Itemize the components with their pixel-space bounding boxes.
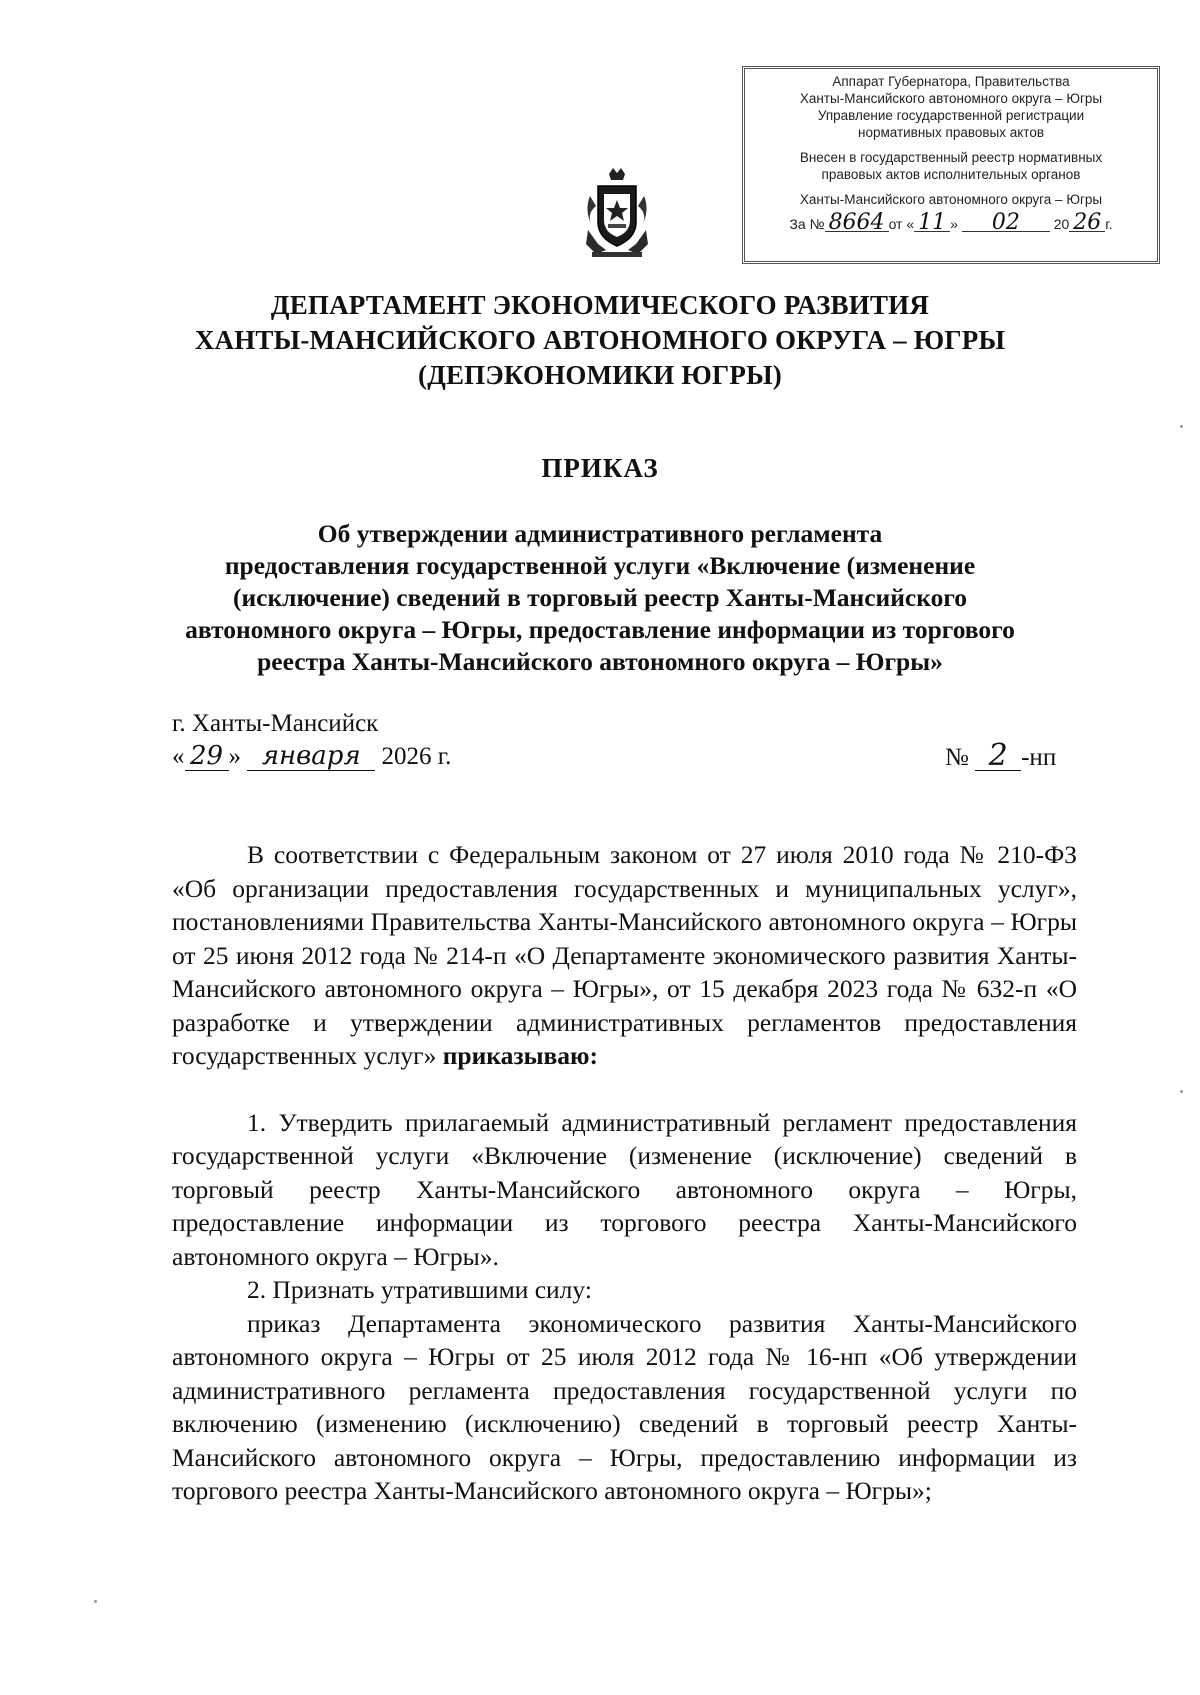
scan-speck: [94, 1600, 97, 1603]
stamp-line-2: Ханты-Мансийского автономного округа – Югры: [799, 91, 1103, 106]
stamp-line-1: Аппарат Губернатора, Правительства: [832, 74, 1070, 89]
department-title-line-3: (ДЕПЭКОНОМИКИ ЮГРЫ): [418, 360, 782, 390]
stamp-reg-day: 11: [914, 214, 950, 232]
stamp-line-7: Ханты-Мансийского автономного округа – Югры: [799, 192, 1103, 207]
item-2-sub-1-paragraph: приказ Департамента экономического развития Ханты-Мансийского автономного округа – Югры от 25 июля 2012 года № 16-нп «Об утверждении административного регламента предоставления государственной услуги по включению (изменению (исключению) сведений в торговый реестр Ханты-Мансийского автономного округа – Югры, предоставлению информации из торгового реестра Ханты-Мансийского автономного округа – Югры»;: [172, 1308, 1077, 1505]
date-year: 2026 г.: [381, 743, 452, 770]
stamp-line-3: Управление государственной регистрации: [817, 108, 1085, 123]
date-day: 29: [185, 742, 229, 771]
city-name: г. Ханты-Мансийск: [172, 710, 379, 737]
order-heading: ПРИКАЗ: [541, 453, 659, 483]
order-body: [172, 838, 1077, 1508]
stamp-reg-quote-close: »: [950, 216, 958, 232]
date-close-quote: »: [228, 743, 241, 770]
stamp-reg-prefix: За №: [789, 216, 825, 232]
stamp-reg-year: 26: [1069, 214, 1105, 232]
stamp-line-5: Внесен в государственный реестр нормативных: [799, 150, 1103, 165]
subject-line-2: предоставления государственной услуги «Включение (изменение: [224, 551, 976, 580]
department-title: [150, 288, 1050, 393]
number-suffix: -нп: [1021, 744, 1057, 771]
number-label: №: [945, 744, 969, 771]
order-number: [945, 738, 1057, 773]
preamble-text: В соответствии с Федеральным законом от 27 июля 2010 года № 210-ФЗ «Об организации предоставления государственных и муниципальных услуг», постановлениями Правительства Ханты-Мансийского автономного округа – Югры от 25 июня 2012 года № 214-п «О Департаменте экономического развития Ханты-Мансийского автономного округа – Югры», от 15 декабря 2023 года № 632-п «О разработке и утверждении административных регламентов предоставления государственных услуг»: [172, 840, 1077, 1070]
stamp-reg-from: от «: [888, 216, 915, 232]
subject-line-1: Об утверждении административного регламента: [317, 519, 883, 548]
coat-of-arms-icon: [582, 166, 652, 260]
scan-speck: [1180, 1090, 1183, 1093]
preamble-keyword: приказываю:: [442, 1041, 599, 1070]
date-open-quote: «: [172, 743, 185, 770]
stamp-reg-number: 8664: [825, 214, 889, 232]
order-date: [172, 742, 451, 771]
stamp-line-6: правовых актов исполнительных органов: [821, 167, 1081, 182]
stamp-registration-line: [749, 210, 1153, 235]
subject-line-4: автономного округа – Югры, предоставление информации из торгового: [185, 615, 1015, 644]
order-subject: [150, 518, 1050, 678]
stamp-reg-suffix: г.: [1105, 216, 1113, 232]
date-month: января: [247, 742, 375, 771]
stamp-line-4: нормативных правовых актов: [857, 125, 1045, 140]
preamble-paragraph: [172, 838, 1077, 1073]
department-title-line-2: ХАНТЫ-МАНСИЙСКОГО АВТОНОМНОГО ОКРУГА – ЮГРЫ: [194, 325, 1006, 355]
item-1-paragraph: 1. Утвердить прилагаемый административный регламент предоставления государственной услуги «Включение (изменение (исключение) сведений в торговый реестр Ханты-Мансийского автономного округа – Югры, предоставление информации из торгового реестра Ханты-Мансийского автономного округа – Югры».: [172, 1107, 1077, 1271]
department-title-line-1: ДЕПАРТАМЕНТ ЭКОНОМИЧЕСКОГО РАЗВИТИЯ: [270, 290, 930, 320]
registration-stamp: [742, 66, 1160, 264]
number-value: 2: [975, 742, 1021, 771]
stamp-reg-month: 02: [962, 214, 1050, 232]
stamp-reg-year-prefix: 20: [1053, 216, 1070, 232]
item-2-paragraph: 2. Признать утратившими силу:: [247, 1275, 592, 1304]
subject-line-3: (исключение) сведений в торговый реестр Ханты-Мансийского: [232, 583, 968, 612]
scan-speck: [1180, 425, 1183, 428]
subject-line-5: реестра Ханты-Мансийского автономного округа – Югры»: [257, 647, 943, 676]
